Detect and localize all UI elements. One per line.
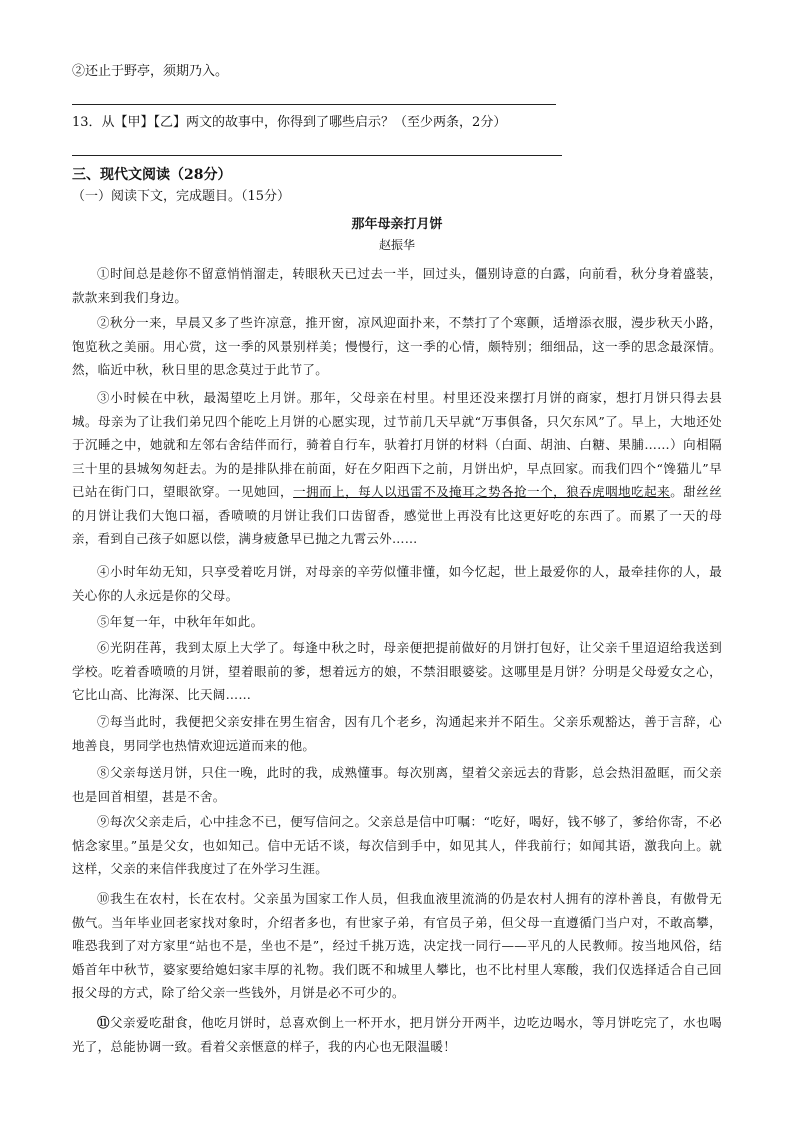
paragraph-4: ④小时年幼无知，只享受着吃月饼，对母亲的辛劳似懂非懂，如今忆起，世上最爱你的人，最牵挂你的人，最关心你的人永远是你的父母。 [72, 564, 722, 603]
sub-heading: （一）阅读下文，完成题目。（15分） [72, 189, 291, 204]
question-13: 13．从【甲】【乙】两文的故事中，你得到了哪些启示？（至少两条，2分） [72, 115, 507, 130]
answer-line-2 [72, 155, 562, 156]
paragraph-11 [72, 1011, 722, 1058]
section-heading: 三、现代文阅读（28分） [72, 167, 232, 183]
article-author: 赵振华 [378, 238, 415, 252]
paragraph-5: ⑤年复一年，中秋年年如此。 [97, 614, 264, 629]
paragraph-3-underlined: 一拥而上，每人以迅雷不及掩耳之势各抢一个，狼吞虎咽地吃起来 [293, 484, 671, 499]
paragraph-8: ⑧父亲每送月饼，只住一晚，此时的我，成熟懂事。每次别离，望着父亲远去的背影，总会热泪盈眶，而父亲也是回首相望，甚是不舍。 [72, 765, 722, 804]
article-title: 那年母亲打月饼 [351, 217, 443, 232]
paragraph-3-part-b: 。甜丝丝的月饼让我们大饱口福，香喷喷的月饼让我们口齿留香，感觉世上再没有比这更好吃的东西了。而累了一天的母亲，看到自己孩子如愿以偿，满身疲惫早已抛之九霄云外…… [72, 484, 723, 546]
paragraph-9: ⑨每次父亲走后，心中挂念不已，便写信问之。父亲总是信中叮嘱：“吃好，喝好，钱不够了，爹给你寄，不必惦念家里。”虽是父女，也如知己。信中无话不谈，每次信到手中，如见其人，伴我前行；如闻其语，激我向上。就这样，父亲的来信伴我度过了在外学习生涯。 [72, 814, 722, 876]
paragraph-11-number: ⑪ [97, 1015, 111, 1030]
paragraph-7: ⑦每当此时，我便把父亲安排在男生宿舍，因有几个老乡，沟通起来并不陌生。父亲乐观豁达，善于言辞，心地善良，男同学也热情欢迎远道而来的他。 [72, 714, 722, 753]
paragraph-2: ②秋分一来，早晨又多了些许凉意，推开窗，凉风迎面扑来，不禁打了个寒颤，适增添衣服，漫步秋天小路，饱览秋之美丽。用心赏，这一季的风景别样美；慢慢行，这一季的心情，颇特别；细细品，这一季的思念最深情。然，临近中秋，秋日里的思念莫过于此节了。 [72, 315, 722, 377]
paragraph-3-part-a: ③小时候在中秋，最渴望吃上月饼。那年，父母亲在村里。村里还没来摆打月饼的商家，想打月饼只得去县城。母亲为了让我们弟兄四个能吃上月饼的心愿实现，过节前几天早就“万事俱备，只欠东风”了。早上，大地还处于沉睡之中，她就和左邻右舍结伴而行，骑着自行车，驮着打月饼的材料（白面、胡油、白糖、果脯……）向相隔三十里的县城匆匆赶去。为的是排队排在前面，好在夕阳西下之前，月饼出炉，早点回家。而我们四个“馋猫儿”早已站在街门口，望眼欲穿。一见她回， [72, 390, 722, 499]
paragraph-11-text: 父亲爱吃甜食，他吃月饼时，总喜欢倒上一杯开水，把月饼分开两半，边吃边喝水，等月饼吃完了，水也喝光了，总能协调一致。看着父亲惬意的样子，我的内心也无限温暖！ [72, 1015, 722, 1054]
quote-line: ②还止于野亭，须期乃入。 [72, 64, 229, 79]
paragraph-10: ⑩我生在农村，长在农村。父亲虽为国家工作人员，但我血液里流淌的仍是农村人拥有的淳朴善良，有傲骨无傲气。当年毕业回老家找对象时，介绍者多也，有世家子弟，有官员子弟，但父母一直遵循门当户对，不敢高攀，唯恐我到了对方家里“站也不是，坐也不是”，经过千挑万选，决定找一同行——平凡的人民教师。按当地风俗，结婚首年中秋节，婆家要给媳妇家丰厚的礼物。我们既不和城里人攀比，也不比村里人寒酸，我们仅选择适合自己回报父母的方式，除了给父亲一些钱外，月饼是必不可少的。 [72, 891, 722, 1000]
answer-line-1 [72, 104, 556, 105]
paragraph-1: ①时间总是趁你不留意悄悄溜走，转眼秋天已过去一半，回过头，僵别诗意的白露，向前看，秋分身着盛装，款款来到我们身边。 [72, 266, 722, 305]
paragraph-3 [72, 386, 722, 551]
paragraph-6: ⑥光阴荏苒，我到太原上大学了。每逢中秋之时，母亲便把提前做好的月饼打包好，让父亲千里迢迢给我送到学校。吃着香喷喷的月饼，望着眼前的爹，想着远方的娘，不禁泪眼婆娑。这哪里是月饼？分明是父母爱女之心，它比山高、比海深、比天阔…… [72, 640, 722, 702]
